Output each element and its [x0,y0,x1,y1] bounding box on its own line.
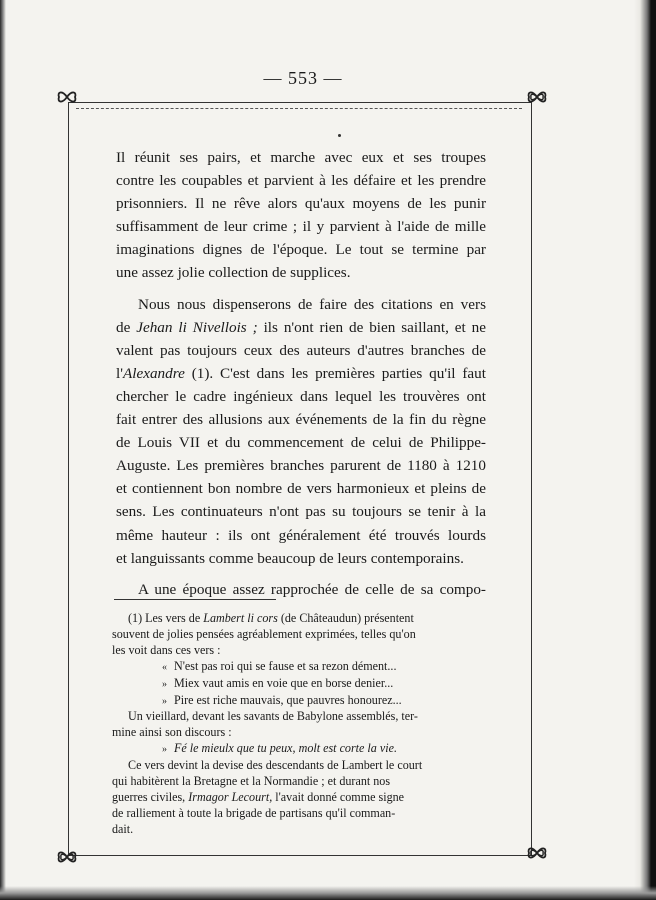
text-line: de Louis VII et du commencement de celui de Philippe- [116,434,486,452]
text-line: sens. Les continuateurs n'ont pas su toujours se tenir à la [116,503,486,521]
text-line: Il réunit ses pairs, et marche avec eux et ses troupes [116,149,486,166]
quote-mark: » [162,744,167,756]
text-line: et languissants comme beaucoup de leurs contemporains. [116,549,464,567]
main-text [116,146,486,601]
scan-edge-right [634,0,656,900]
paragraph-1 [116,146,486,285]
page-number: — 553 — [263,68,343,88]
text-line: Nous nous dispenserons de faire des citations en vers [138,295,486,313]
quote-mark: « [162,661,167,673]
text-line: Auguste. Les premières branches parurent de 1180 à 1210 [116,457,486,475]
ornamental-scroll-icon [526,86,548,108]
footnote-line: guerres civiles, Irmagor Lecourt, l'avait donné comme signe [112,789,405,804]
text-line: valent pas toujours ceux des auteurs d'autres branches de [116,341,486,359]
ornamental-scroll-icon [56,86,78,108]
italic-author-name: Jehan li Nivellois ; [136,318,258,336]
paragraph-2 [116,293,486,570]
text-line: imaginations dignes de l'époque. Le tout se termine par [116,241,486,259]
verse-quote: » Pire est riche mauvais, que pauvres honourez... [112,693,492,710]
italic-person-name: Irmagor Lecourt, [188,789,273,804]
text-line: chercher le cadre ingénieux dans lequel les trouvères ont [116,387,486,405]
text-line: l'Alexandre (1). C'est dans les premières parties qu'il faut [116,364,486,382]
quote-mark: » [162,678,167,690]
ornamental-scroll-icon [526,842,548,864]
footnote-line: qui habitèrent la Bretagne et la Normandie ; et durant nos [112,774,391,789]
text-line: et contiennent bon nombre de vers harmonieux et pleins de [116,480,486,498]
text-line: fait entrer des allusions aux événements de la fin du règne [116,411,486,429]
footnote-line: Un vieillard, devant les savants de Babylone assemblés, ter- [128,709,418,724]
footnote-line: (1) Les vers de Lambert li cors (de Châteaudun) présentent [128,611,414,625]
text-line: une assez jolie collection de supplices. [116,264,351,282]
text-line: suffisamment de leur crime ; il y parvient à l'aide de mille [116,218,486,236]
paragraph-3 [116,578,486,601]
ornamental-scroll-icon [56,846,78,868]
footnote-line: Ce vers devint la devise des descendants de Lambert le court [128,758,423,773]
scan-edge-left [0,0,6,900]
text-line: même hauteur : ils ont généralement été trouvés lourds [116,526,486,544]
italic-work-title: Alexandre [122,364,185,382]
text-line: de Jehan li Nivellois ; ils n'ont rien de bien saillant, et ne [116,318,486,336]
verse-quote: » Miex vaut amis en voie que en borse denier... [112,676,492,693]
scan-edge-bottom [0,886,656,900]
verse-quote: « N'est pas roi qui se fause et sa rezon dément... [112,659,492,676]
footnote-line: souvent de jolies pensées agréablement exprimées, telles qu'on [112,626,416,641]
footnote-line: dait. [112,821,134,836]
text-line: contre les coupables et parvient à les défaire et les prendre [116,172,486,190]
italic-author-name: Lambert li cors [203,611,278,625]
text-line: A une époque assez rapprochée de celle de sa compo- [138,580,486,598]
page-frame-inner-rule [76,108,522,109]
print-speck [338,134,341,137]
quote-mark: » [162,695,167,707]
footnote-line: les voit dans ces vers : [112,642,221,657]
footnote-line: mine ainsi son discours : [112,725,232,740]
verse-quote: » Fé le mieulx que tu peux, molt est corte la vie. [112,741,492,758]
footnote-line: de ralliement à toute la brigade de partisans qu'il comman- [112,805,396,820]
footnote [112,611,492,838]
text-line: prisonniers. Il ne rêve alors qu'aux moyens de les punir [116,195,486,213]
footnote-rule [114,599,276,600]
